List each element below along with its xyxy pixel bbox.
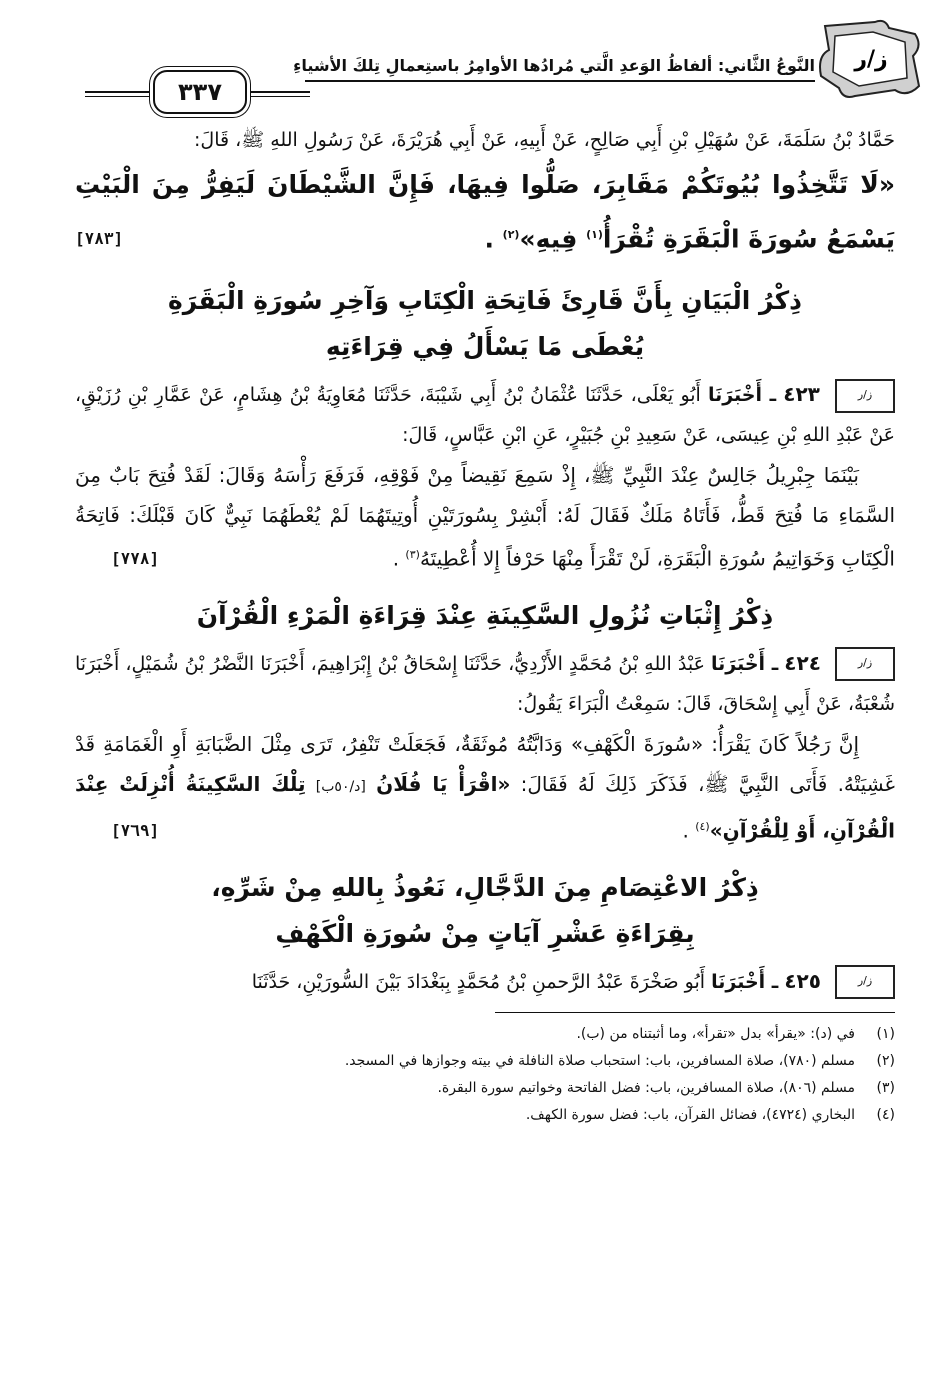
footnote-marker[interactable]: (٢) <box>502 228 520 241</box>
puzzle-logo-icon <box>815 16 925 102</box>
page-number-box <box>125 70 270 114</box>
section-heading: ذِكْرُ الْبَيَانِ بِأَنَّ قَارِئَ فَاتِحَةِ الْكِتَابِ وَآخِرِ سُورَةِ الْبَقَرَةِ يُعْطَى مَا يَسْأَلُ فِي قِرَاءَتِهِ <box>168 286 802 362</box>
source-badge-icon: ز/ر <box>835 965 895 999</box>
isnad-chain: حَمَّادُ بْنُ سَلَمَةَ، عَنْ سُهَيْلِ بْنِ أَبِي صَالِحٍ، عَنْ أَبِيهِ، عَنْ أَبِي هُرَيْرَةَ، عَنْ رَسُولِ اللهِ ﷺ، قَالَ: <box>194 129 895 151</box>
footnote-marker[interactable]: (٣) <box>405 548 420 562</box>
reference-number: [٧٦٩] <box>111 820 160 840</box>
footnote: (١)في (د): «يقرأ» بدل «تقرأ»، وما أثبتناه من (ب). <box>576 1025 895 1042</box>
hadith-text: «لَا تَتَّخِذُوا بُيُوتَكُمْ مَقَابِرَ، صَلُّوا فِيهَا، فَإِنَّ الشَّيْطَانَ لَيَفِرُّ مِنَ الْبَيْتِ يَسْمَعُ سُورَةَ الْبَقَرَةِ تُقْرَأُ$^{(١)}$ فِيهِ»$^{(٢)}$ . [٧٨٣] <box>75 160 895 264</box>
footnote-marker[interactable]: (٤) <box>695 819 710 833</box>
hadith-423: ز/ر ٤٢٣ ـ أَخْبَرَنَا أَبُو يَعْلَى، حَدَّثَنَا عُثْمَانُ بْنُ أَبِي شَيْبَةَ، حَدَّثَنَا مُعَاوِيَةُ بْنُ هِشَامٍ، عَنْ عَمَّارِ بْنِ رُزَيْقٍ، عَنْ عَبْدِ اللهِ بْنِ عِيسَى، عَنْ سَعِيدِ بْنِ جُبَيْرٍ، عَنِ ابْنِ عَبَّاسٍ، قَالَ: <box>75 374 895 455</box>
header-title: النَّوعُ الثَّاني: ألفاظُ الوَعدِ الَّتي مُرادُها الأوامِرُ باستِعمالِ تِلكَ الأشياءِ <box>293 56 815 75</box>
page-header <box>75 20 895 106</box>
hadith-number: ٤٢٤ <box>784 650 821 675</box>
hadith-425: ز/ر ٤٢٥ ـ أَخْبَرَنَا أَبُو صَخْرَةَ عَبْدُ الرَّحمنِ بْنُ مُحَمَّدٍ بِبَغْدَادَ بَيْنَ السُّورَيْنِ، حَدَّثَنَا <box>75 961 895 1002</box>
svg-text:ز/ر: ز/ر <box>854 47 888 72</box>
hadith-424: ز/ر ٤٢٤ ـ أَخْبَرَنَا عَبْدُ اللهِ بْنُ مُحَمَّدٍ الأَزْدِيُّ، حَدَّثَنَا إِسْحَاقُ بْنُ إِبْرَاهِيمَ، أَخْبَرَنَا النَّضْرُ بْنُ شُمَيْلٍ، أَخْبَرَنَا شُعْبَةُ، عَنْ أَبِي إِسْحَاقَ، قَالَ: سَمِعْتُ الْبَرَاءَ يَقُولُ: <box>75 643 895 724</box>
source-badge-icon: ز/ر <box>835 647 895 681</box>
hadith-number: ٤٢٣ <box>783 382 820 407</box>
page <box>75 20 895 1129</box>
footnote: (٣)مسلم (٨٠٦)، صلاة المسافرين، باب: فضل الفاتحة وخواتيم سورة البقرة. <box>437 1079 895 1096</box>
hadith-number: ٤٢٥ <box>784 968 821 993</box>
reference-number: [٧٧٨] <box>111 549 160 569</box>
footnote: (٢)مسلم (٧٨٠)، صلاة المسافرين، باب: استحباب صلاة النافلة في بيته وجوازها في المسجد. <box>344 1052 895 1069</box>
hadith-text: إِنَّ رَجُلاً كَانَ يَقْرَأُ: «سُورَةَ الْكَهْفِ» وَدَابَّتُهُ مُوثَقَةٌ، فَجَعَلَتْ تَنْفِرُ، تَرَى مِثْلَ الضَّبَابَةِ أَوِ الْغَمَامَةِ قَدْ غَشِيَتْهُ. فَأَتَى النَّبِيَّ ﷺ، فَذَكَرَ ذَلِكَ لَهُ فَقَالَ: «اقْرَأْ يَا فُلَانُ [د/٥٠ب] تِلْكَ السَّكِينَةُ أُنْزِلَتْ عِنْدَ الْقُرْآنِ، أَوْ لِلْقُرْآنِ»$^{(٤)}$ . [٧٦٩] <box>75 724 895 851</box>
footnote-marker[interactable]: (١) <box>586 228 603 241</box>
section-heading: ذِكْرُ إِثْبَاتِ نُزُولِ السَّكِينَةِ عِنْدَ قِرَاءَةِ الْمَرْءِ الْقُرْآنَ <box>196 600 774 630</box>
footnote-divider <box>495 1012 895 1013</box>
section-heading: ذِكْرُ الاعْتِصَامِ مِنَ الدَّجَّالِ، نَعُوذُ بِاللهِ مِنْ شَرِّهِ، بِقِرَاءَةِ عَشْرِ آيَاتٍ مِنْ سُورَةِ الْكَهْفِ <box>211 872 759 948</box>
source-badge-icon: ز/ر <box>835 379 895 413</box>
header-rule <box>305 80 815 82</box>
page-number: ٣٣٧ <box>153 70 247 114</box>
reference-number: [٧٨٣] <box>75 229 124 248</box>
footnotes <box>75 1021 895 1129</box>
manuscript-marker: [د/٥٠ب] <box>315 778 366 795</box>
hadith-text: بَيْنَمَا جِبْرِيلُ جَالِسٌ عِنْدَ النَّبِيِّ ﷺ، إِذْ سَمِعَ نَقِيضاً مِنْ فَوْقِهِ، فَرَفَعَ رَأْسَهُ وَقَالَ: لَقَدْ فُتِحَ بَابٌ مِنَ السَّمَاءِ مَا فُتِحَ قَطُّ، فَأَتَاهُ مَلَكٌ فَقَالَ لَهُ: أَبْشِرْ بِسُورَتَيْنِ أُوتِيتَهُمَا لَمْ يُعْطَهُمَا نَبِيٌّ كَانَ قَبْلَكَ: فَاتِحَةُ الْكِتَابِ وَخَوَاتِيمُ سُورَةِ الْبَقَرَةِ، لَنْ تَقْرَأَ مِنْهَا حَرْفاً إِلا أُعْطِيتَهُ$^{(٣)}$ . [٧٧٨] <box>75 455 895 579</box>
footnote: (٤)البخاري (٤٧٢٤)، فضائل القرآن، باب: فضل سورة الكهف. <box>525 1106 895 1123</box>
